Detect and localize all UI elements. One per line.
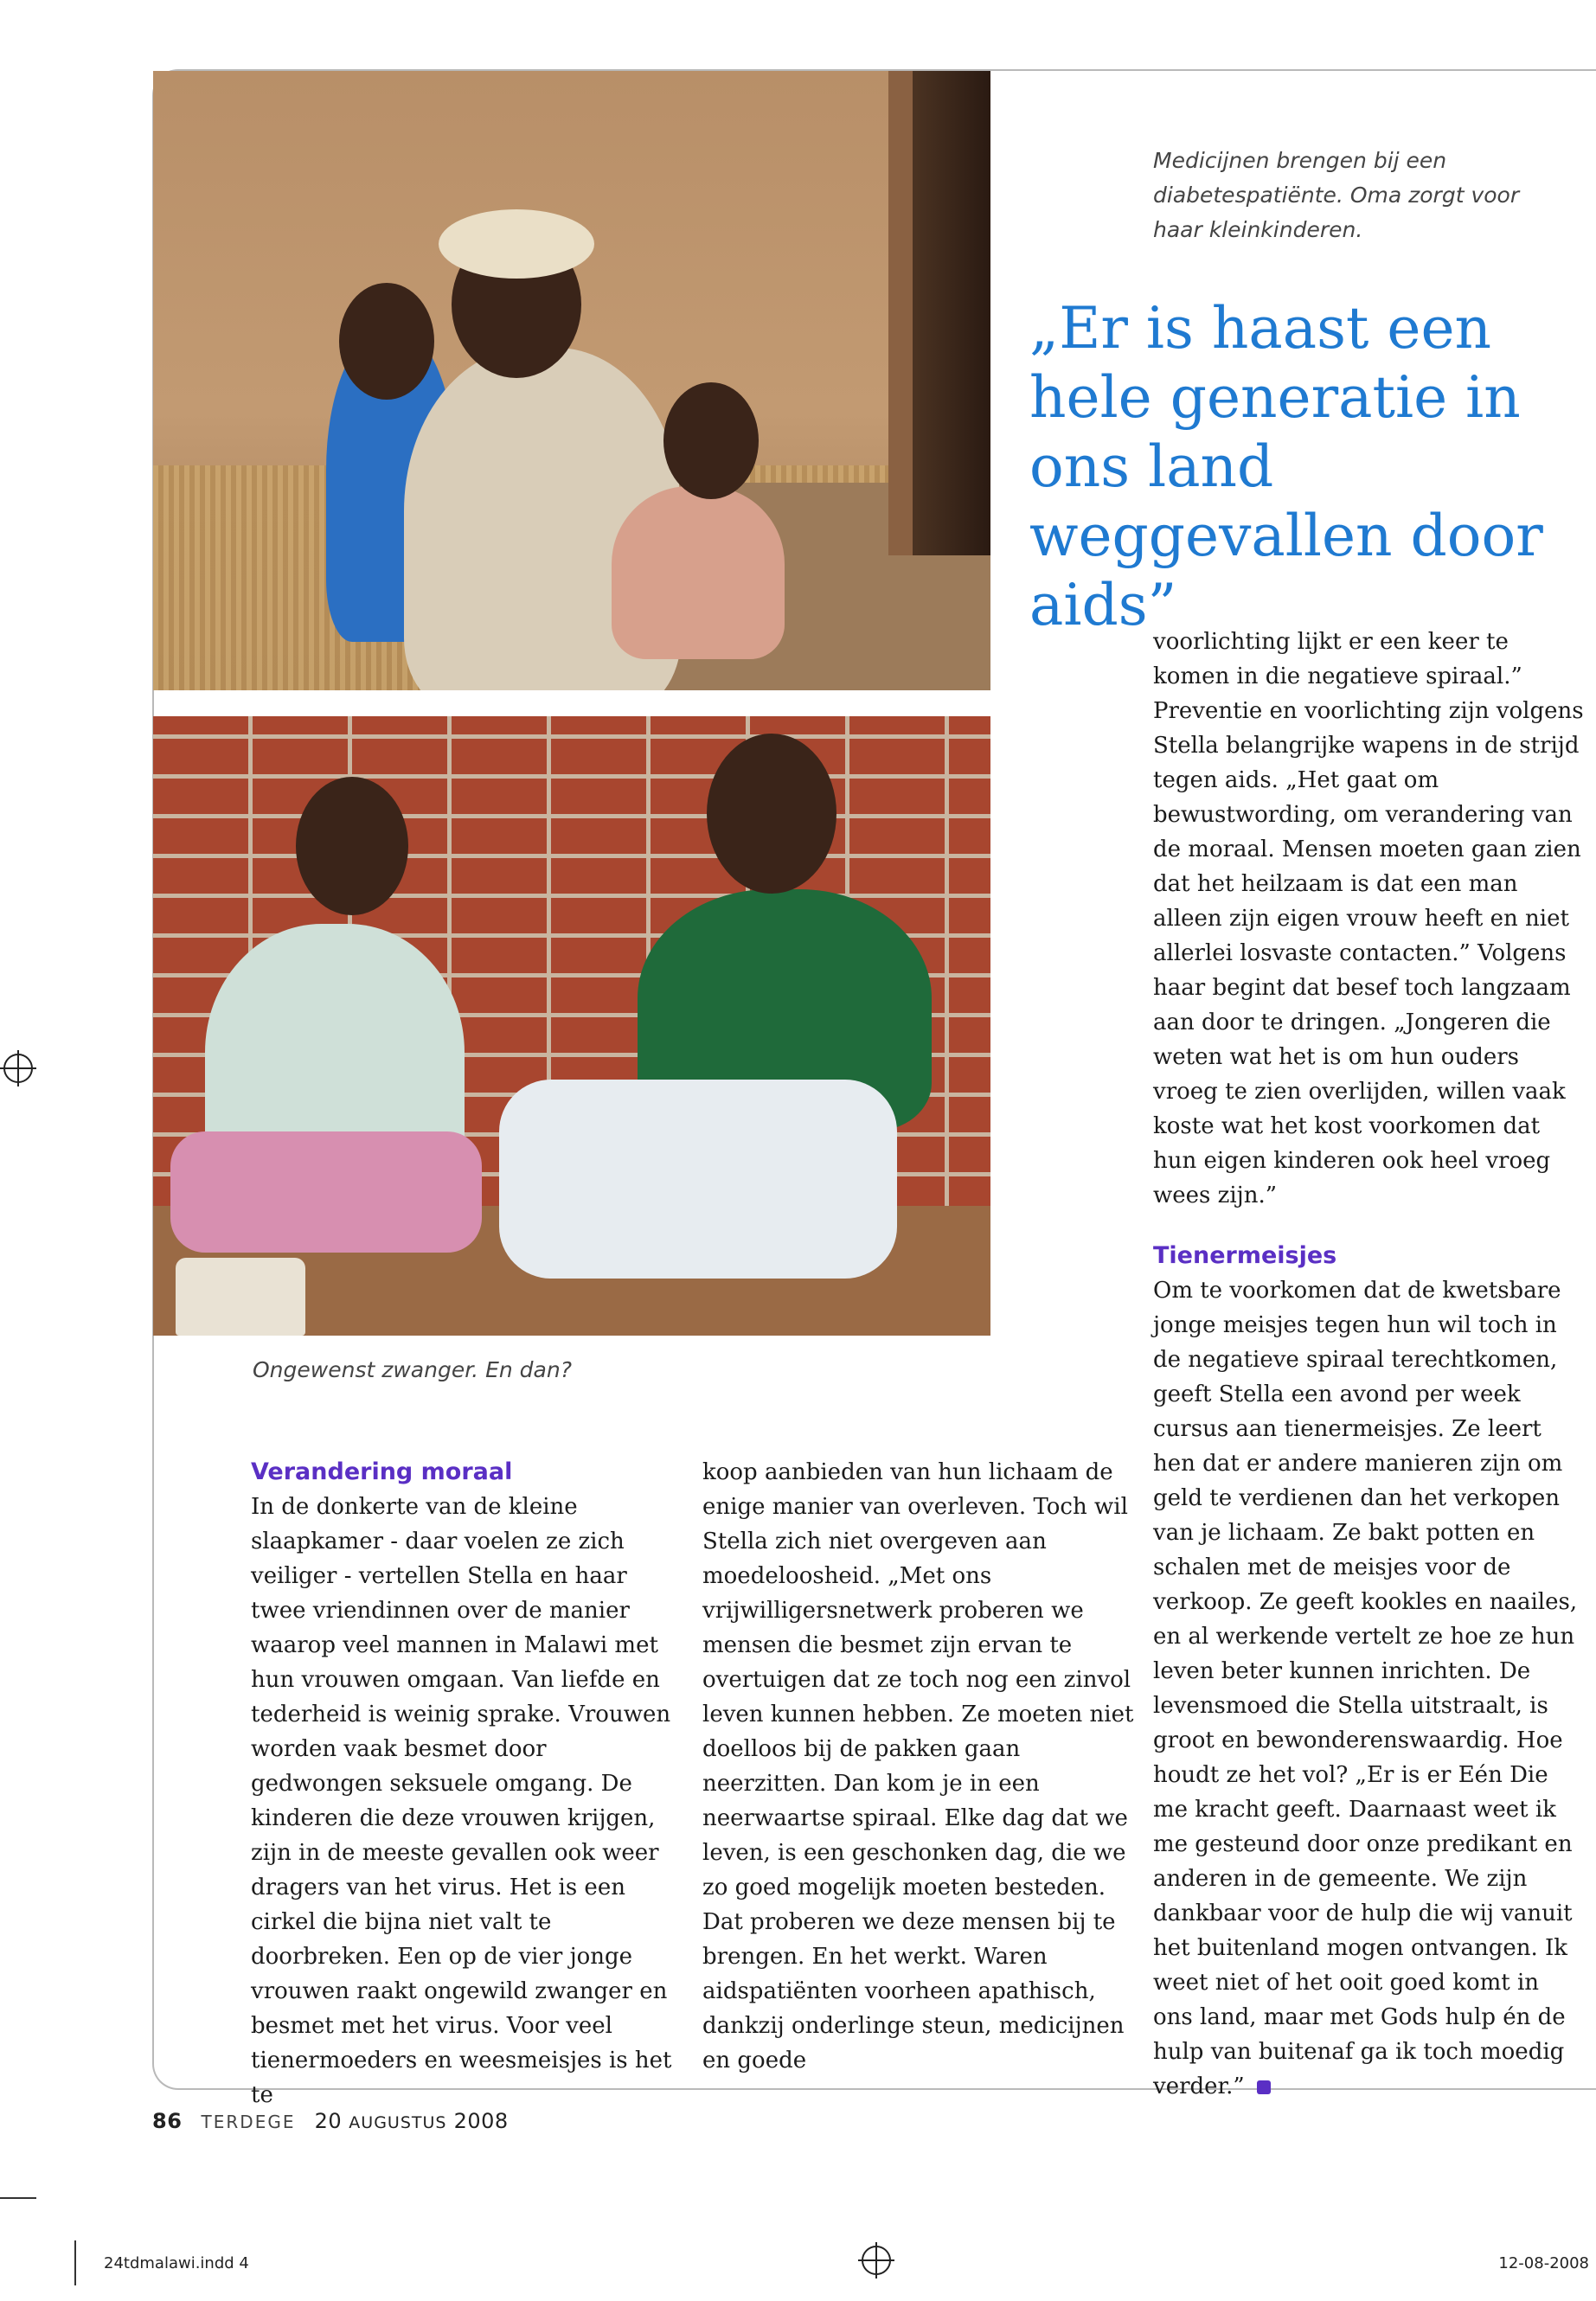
caption-bottom: Ongewenst zwanger. En dan? [253, 1357, 572, 1382]
photo-woman-right-head [707, 734, 836, 894]
issue-year: 2008 [453, 2109, 509, 2133]
photo-grandmother-children [153, 71, 990, 690]
issue-date [315, 2109, 509, 2133]
issue-day: 20 [314, 2109, 343, 2133]
page-number: 86 [152, 2109, 183, 2133]
photo-door-frame [888, 71, 913, 555]
photo-woman-right-skirt [499, 1080, 897, 1279]
end-mark-icon [1257, 2080, 1271, 2094]
column-1-text: In de donkerte van de kleine slaapkamer - daar voelen ze zich veiliger - vertellen Stella en haar twee vriendinnen over de manier waarop veel mannen in Malawi met hun vrouwen omgaan. Van liefde en tederheid is weinig sprake. Vrouwen worden vaak besmet door gedwongen seksuele omgang. De kinderen die deze vrouwen krijgen, zijn in de meeste gevallen ook weer dragers van het virus. Het is een cirkel die bijna niet valt te doorbreken. Een op de vier jonge vrouwen raakt ongewild zwanger en besmet met het virus. Voor veel tienermoeders en weesmeisjes is het te [251, 1494, 672, 2108]
issue-month: AUGUSTUS [349, 2113, 447, 2132]
magazine-name: TERDEGE [201, 2112, 296, 2132]
column-3-section-2 [1153, 1239, 1586, 2104]
column-3-text-2: Om te voorkomen dat de kwetsbare jonge meisjes tegen hun wil toch in de negatieve spiraal terechtkomen, geeft Stella een avond per week cursus aan tienermeisjes. Ze leert hen dat er andere manieren zijn om geld te verdienen dan het verkopen van je lichaam. Ze bakt potten en schalen met de meisjes voor de verkoop. Ze geeft kookles en naailes, en al werkende vertelt ze hoe ze hun leven beter kunnen inrichten. De levensmoed die Stella uitstraalt, is groot en bewonderenswaardig. Hoe houdt ze het vol? „Er is er Eén Die me kracht geeft. Daarnaast weet ik me gesteund door onze predikant en anderen in de gemeente. We zijn dankbaar voor de hulp die wij vanuit het buitenland mogen ontvangen. Ik weet niet of het ooit goed komt in ons land, maar met Gods hulp én de hulp van buitenaf ga ik toch moedig verder.” [1153, 1278, 1578, 2099]
column-3-text-1: voorlichting lijkt er een keer te komen in die negatieve spiraal.” Preventie en voorlichting zijn volgens Stella belangrijke wapens in de strijd tegen aids. „Het gaat om bewustwording, om verandering van de moraal. Mensen moeten gaan zien dat het heilzaam is dat een man alleen zijn eigen vrouw heeft en niet allerlei losvaste contacten.” Volgens haar begint dat besef toch langzaam aan door te dringen. „Jongeren die weten wat het is om hun ouders vroeg te zien overlijden, willen vaak koste wat het kost voorkomen dat hun eigen kinderen ook heel vroeg wees zijn.” [1153, 629, 1584, 1208]
section-heading-verandering-moraal: Verandering moraal [251, 1458, 513, 1485]
photo-woman-left-skirt [170, 1131, 482, 1253]
photo-door [913, 71, 990, 555]
registration-mark-icon [3, 1054, 33, 1083]
photo-boy-head [339, 283, 434, 400]
column-3-text-2-wrapper [1153, 1273, 1586, 2104]
photo-pregnant-women [153, 716, 990, 1336]
caption-top: Medicijnen brengen bij een diabetespatiënte. Oma zorgt voor haar kleinkinderen. [1153, 148, 1520, 242]
slug-file: 24tdmalawi.indd 4 [104, 2254, 249, 2272]
registration-mark-icon [862, 2246, 891, 2275]
slug-date: 12-08-2008 [1498, 2254, 1589, 2272]
article-column-1 [251, 1455, 683, 2112]
photo-woman-left-head [296, 777, 408, 915]
trim-line [74, 2240, 76, 2285]
article-column-3 [1153, 625, 1586, 2104]
photo-girl-head [663, 382, 759, 499]
folio [152, 2109, 509, 2133]
photo-cup [176, 1258, 305, 1336]
section-heading-tienermeisjes: Tienermeisjes [1153, 1242, 1337, 1269]
trim-line [0, 2197, 36, 2199]
article-column-2 [702, 1455, 1135, 2078]
photo-girl [612, 486, 785, 659]
photo-headscarf [439, 209, 594, 279]
column-2-text: koop aanbieden van hun lichaam de enige manier van overleven. Toch wil Stella zich niet overgeven aan moedeloosheid. „Met ons vrijwilligersnetwerk proberen we mensen die besmet zijn ervan te overtuigen dat ze toch nog een zinvol leven kunnen hebben. Ze moeten niet doelloos bij de pakken gaan neerzitten. Dan kom je in een neerwaartse spiraal. Elke dag dat we leven, is een geschonken dag, die we zo goed mogelijk moeten besteden. Dat proberen we deze mensen bij te brengen. En het werkt. Waren aidspatiënten voorheen apathisch, dankzij onderlinge steun, medicijnen en goede [702, 1459, 1134, 2073]
pull-quote: „Er is haast een hele generatie in ons land weggevallen door aids” [1029, 295, 1543, 638]
